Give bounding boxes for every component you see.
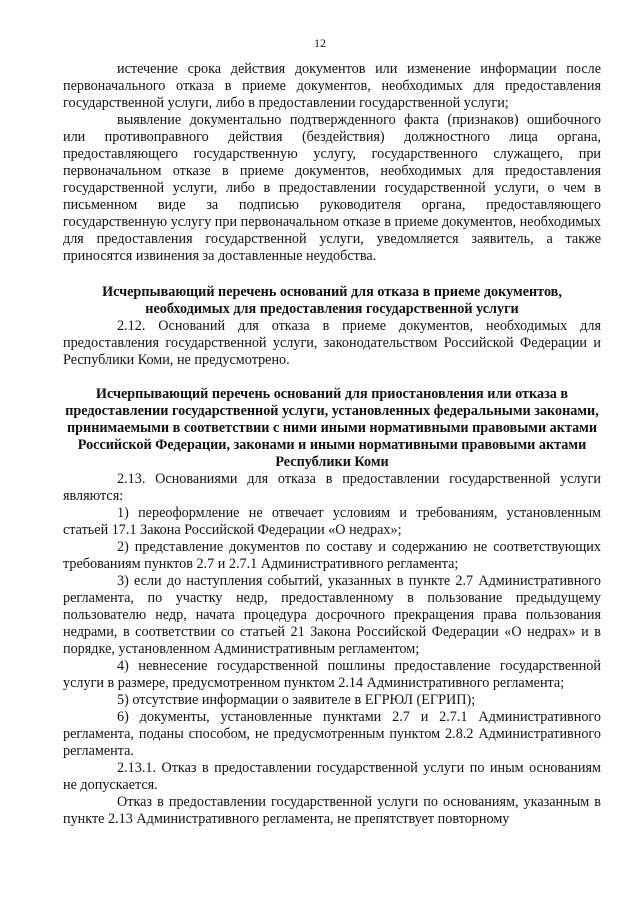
section-heading: Исчерпывающий перечень оснований для приостановления или отказа в предоставлении государственной услуги, установленных федеральными законами, принимаемыми в соответствии с ними иными нормативными правовыми актами Российской Федерации, законами и иными нормативными правовыми актами Республики Коми	[65, 386, 599, 470]
page-content	[63, 61, 601, 828]
list-item: 2) представление документов по составу и содержанию не соответствующих требованиям пунктов 2.7 и 2.7.1 Административного регламента;	[63, 539, 601, 572]
paragraph: 2.13.1. Отказ в предоставлении государственной услуги по иным основаниям не допускается.	[63, 760, 601, 793]
paragraph: 2.13. Основаниями для отказа в предоставлении государственной услуги являются:	[63, 471, 601, 504]
list-item: 6) документы, установленные пунктами 2.7 и 2.7.1 Административного регламента, поданы способом, не предусмотренным пунктом 2.8.2 Административного регламента.	[63, 709, 601, 759]
section-heading: Исчерпывающий перечень оснований для отказа в приеме документов, необходимых для предоставления государственной услуги	[102, 284, 562, 317]
list-item: 4) невнесение государственной пошлины предоставление государственной услуги в размере, предусмотренном пунктом 2.14 Административного регламента;	[63, 658, 601, 691]
page-number: 12	[314, 36, 326, 50]
paragraph: истечение срока действия документов или изменение информации после первоначального отказа в приеме документов, необходимых для предоставления государственной услуги, либо в предоставлении государственной услуги;	[63, 61, 601, 111]
paragraph: выявление документально подтвержденного факта (признаков) ошибочного или противоправного действия (бездействия) должностного лица органа, предоставляющего государственную услугу, государственного служащего, при первоначальном отказе в приеме документов, необходимых для предоставления государственной услуги, либо в предоставлении государственной услуги, о чем в письменном виде за подписью руководителя органа, предоставляющего государственную услугу при первоначальном отказе в приеме документов, необходимых для предоставления государственной услуги, уведомляется заявитель, а также приносятся извинения за доставленные неудобства.	[63, 112, 601, 264]
list-item: 3) если до наступления событий, указанных в пункте 2.7 Административного регламента, по участку недр, предоставленному в пользование предыдущему пользователю недр, начата процедура досрочного прекращения права пользования недрами, в соответствии со статьей 21 Закона Российской Федерации «О недрах» и в порядке, установленном Административным регламентом;	[63, 573, 601, 657]
list-item: 5) отсутствие информации о заявителе в ЕГРЮЛ (ЕГРИП);	[117, 692, 476, 708]
paragraph: Отказ в предоставлении государственной услуги по основаниям, указанным в пункте 2.13 Административного регламента, не препятствует повторному	[63, 794, 601, 827]
paragraph: 2.12. Оснований для отказа в приеме документов, необходимых для предоставления государственной услуги, законодательством Российской Федерации и Республики Коми, не предусмотрено.	[63, 318, 601, 368]
list-item: 1) переоформление не отвечает условиям и требованиям, установленным статьей 17.1 Закона Российской Федерации «О недрах»;	[63, 505, 601, 538]
